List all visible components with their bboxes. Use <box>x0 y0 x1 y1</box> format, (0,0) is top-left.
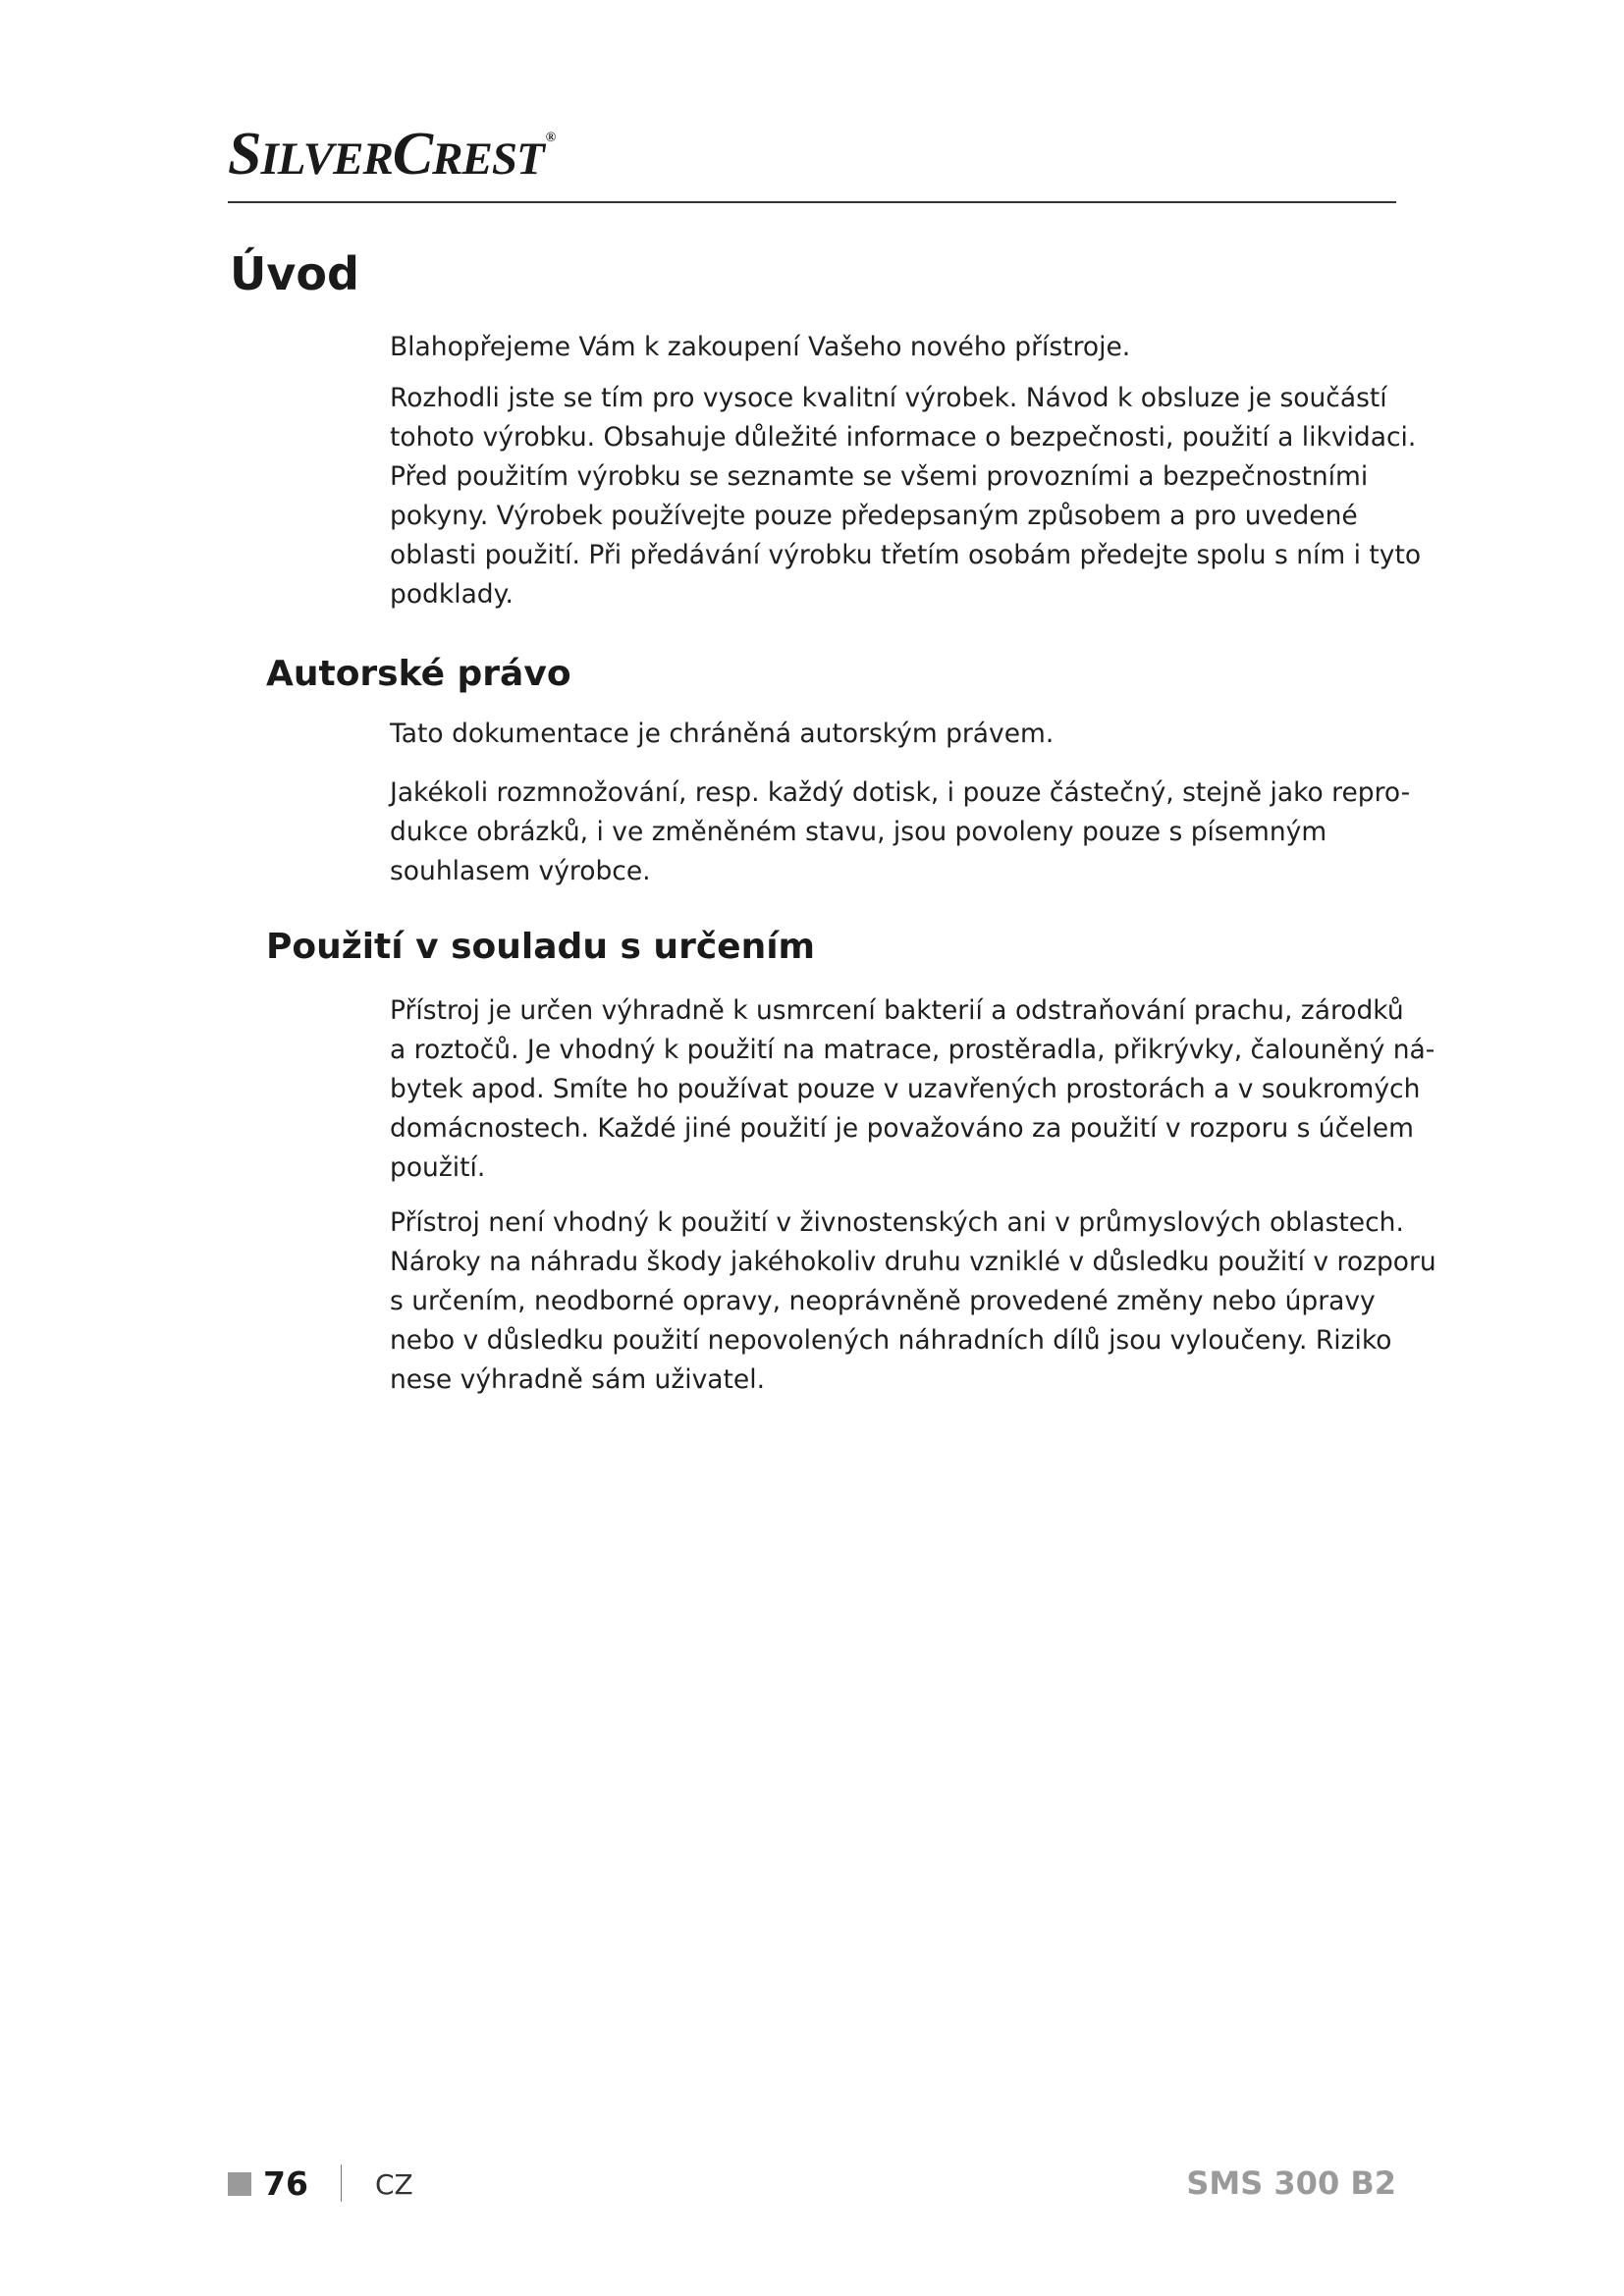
page-number: 76 <box>263 2164 308 2203</box>
section-title-intended-use: Použití v souladu s určením <box>266 927 816 967</box>
logo-letter: S <box>228 121 261 187</box>
intro-paragraph-2: Rozhodli jste se tím pro vysoce kvalitní výrobek. Návod k obsluze je součástí tohoto výrobku. Obsahuje důležité informace o bezpečnosti, použití a likvidaci. Před použitím výrobku se seznamte se všemi provozními a bezpečnostními pokyny. Výrobek používejte pouze předepsaným způsobem a pro uvedené oblasti použití. Při předávání výrobku třetím osobám předejte spolu s ním i tyto podklady. <box>390 383 1422 610</box>
logo-text: ILVER <box>260 133 393 185</box>
footer-square-icon <box>228 2172 251 2196</box>
model-number: SMS 300 B2 <box>1186 2164 1396 2202</box>
header-divider <box>228 201 1396 203</box>
intended-use-paragraph-2: Přístroj není vhodný k použití v živnostenských ani v průmyslových oblastech. Nároky na náhradu škody jakéhokoliv druhu vzniklé v důsledku použití v rozporu s určením, neodborné opravy, neoprávněně provedené změny nebo úpravy nebo v důsledku použití nepovolených náhradních dílů jsou vyloučeny. Riziko nese výhradně sám uživatel. <box>390 1207 1436 1395</box>
silvercrest-logo <box>228 121 556 187</box>
copyright-paragraph-2: Jakékoli rozmnožování, resp. každý dotisk, i pouze částečný, stejně jako repro- dukce obrázků, i ve změněném stavu, jsou povoleny pouze s písemným souhlasem výrobce. <box>390 777 1411 886</box>
language-code: CZ <box>375 2168 413 2201</box>
intended-use-paragraph-1: Přístroj je určen výhradně k usmrcení bakterií a odstraňování prachu, zárodků a roztočů. Je vhodný k použití na matrace, prostěradla, přikrývky, čalouněný ná- bytek apod. Smíte ho používat pouze v uzavřených prostorách a v soukromých domácnostech. Každé jiné použití je považováno za použití v rozporu s účelem použití. <box>390 995 1435 1183</box>
page-title: Úvod <box>230 247 359 300</box>
page-footer <box>228 2164 1396 2204</box>
logo-letter: C <box>392 121 433 187</box>
copyright-paragraph-1: Tato dokumentace je chráněná autorským právem. <box>390 719 1055 749</box>
footer-divider <box>341 2164 342 2202</box>
registered-mark: ® <box>545 131 556 145</box>
intro-paragraph-1: Blahopřejeme Vám k zakoupení Vašeho nového přístroje. <box>390 332 1131 362</box>
logo-text: REST <box>432 133 544 185</box>
section-title-copyright: Autorské právo <box>266 654 571 694</box>
